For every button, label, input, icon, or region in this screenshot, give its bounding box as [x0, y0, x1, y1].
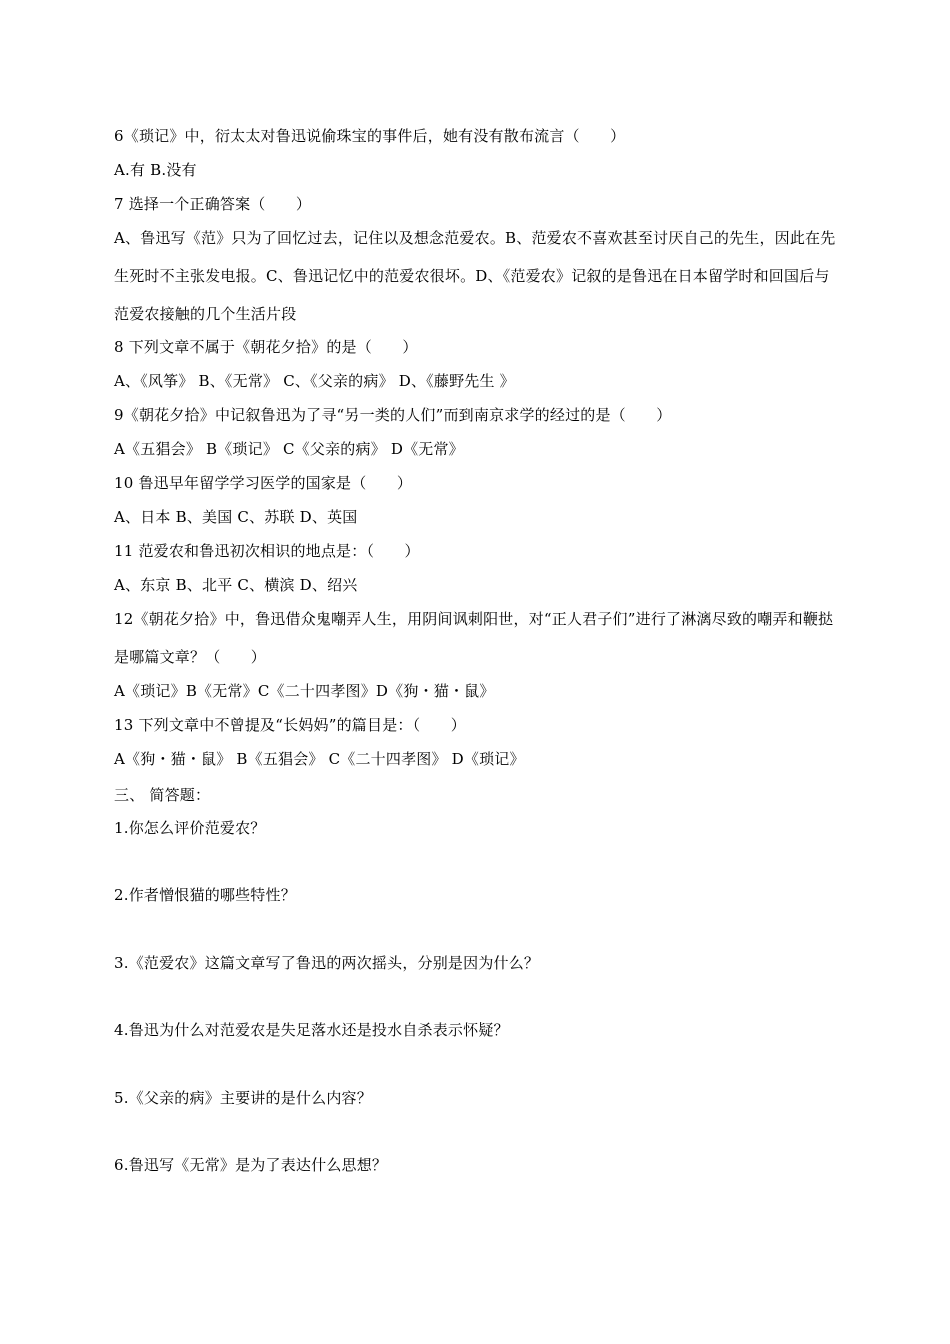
question-6-options: A.有 B.没有 — [114, 161, 197, 179]
question-8: 8 下列文章不属于《朝花夕拾》的是（ ） — [114, 338, 418, 356]
question-8-options: A、《风筝》 B、《无常》 C、《父亲的病》 D、《藤野先生 》 — [114, 372, 515, 390]
question-7: 7 选择一个正确答案（ ） — [114, 195, 312, 213]
question-11-options: A、东京 B、北平 C、横滨 D、绍兴 — [114, 576, 358, 594]
question-13-options: A《狗・猫・鼠》 B《五猖会》 C《二十四孝图》 D《琐记》 — [114, 750, 525, 768]
short-answer-5: 5.《父亲的病》主要讲的是什么内容？ — [114, 1089, 372, 1107]
question-6: 6《琐记》中，衍太太对鲁迅说偷珠宝的事件后，她有没有散布流言（ ） — [114, 127, 626, 145]
question-9: 9《朝花夕拾》中记叙鲁迅为了寻“另一类的人们”而到南京求学的经过的是（ ） — [114, 406, 672, 424]
short-answer-3: 3.《范爱农》这篇文章写了鲁迅的两次摇头，分别是因为什么？ — [114, 954, 540, 972]
question-12: 12《朝花夕拾》中，鲁迅借众鬼嘲弄人生，用阴间讽刺阳世，对“正人君子们”进行了淋漓尽致的嘲弄和鞭挞是哪篇文章？（ ） — [114, 610, 834, 666]
short-answer-4: 4.鲁迅为什么对范爱农是失足落水还是投水自杀表示怀疑？ — [114, 1021, 509, 1039]
question-10: 10 鲁迅早年留学学习医学的国家是（ ） — [114, 474, 413, 492]
short-answer-6: 6.鲁迅写《无常》是为了表达什么思想？ — [114, 1156, 388, 1174]
question-12-options: A《琐记》B《无常》C《二十四孝图》D《狗・猫・鼠》 — [114, 682, 495, 700]
question-7-options: A、鲁迅写《范》只为了回忆过去，记住以及想念范爱农。B、范爱农不喜欢甚至讨厌自己的先生，因此在先生死时不主张发电报。C、鲁迅记忆中的范爱农很坏。D、《范爱农》记叙的是鲁迅在日本留学时和回国后与范爱农接触的几个生活片段 — [114, 229, 836, 323]
question-9-options: A《五猖会》 B《琐记》 C《父亲的病》 D《无常》 — [114, 440, 464, 458]
question-10-options: A、日本 B、美国 C、苏联 D、英国 — [114, 508, 358, 526]
question-13: 13 下列文章中不曾提及“长妈妈”的篇目是：（ ） — [114, 716, 466, 734]
section-heading-short-answer: 三、 简答题： — [114, 786, 211, 804]
question-11: 11 范爱农和鲁迅初次相识的地点是：（ ） — [114, 542, 420, 560]
short-answer-2: 2.作者憎恨猫的哪些特性？ — [114, 886, 296, 904]
short-answer-1: 1.你怎么评价范爱农？ — [114, 819, 266, 837]
